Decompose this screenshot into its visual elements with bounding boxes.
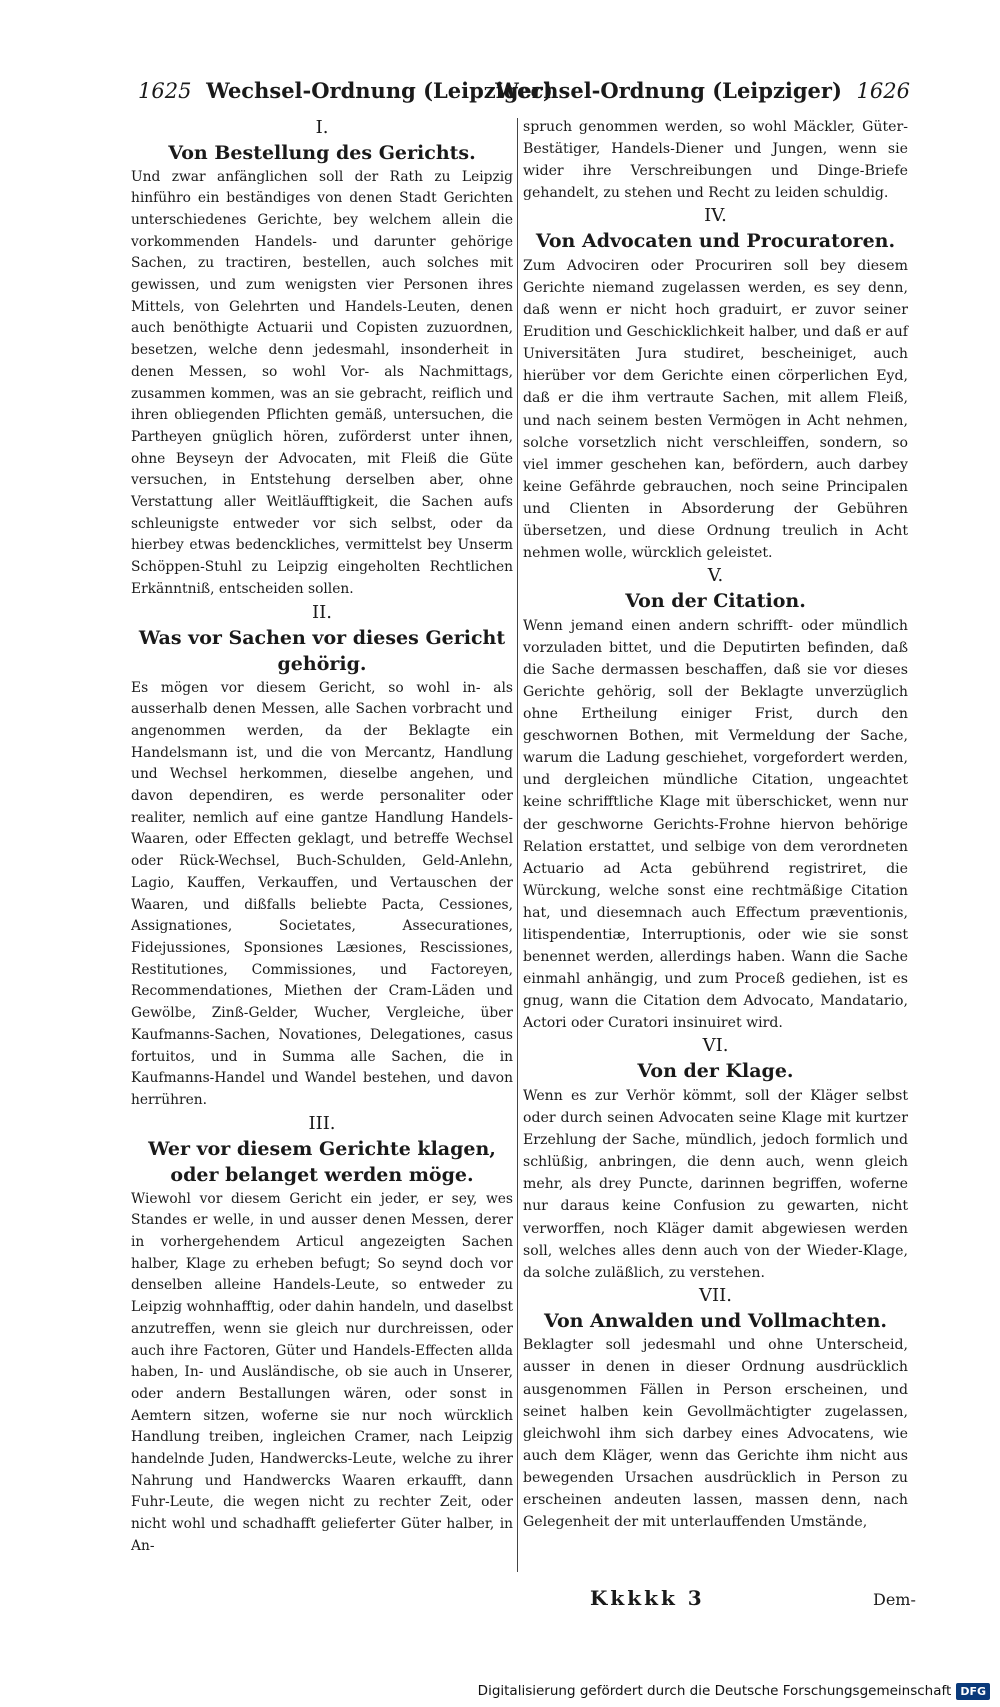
section-number: VII. bbox=[699, 1284, 732, 1306]
section-text: Wenn es zur Verhör kömmt, soll der Kläger selbst oder durch seinen Advocaten seine Klage mit kurtzer Erzehlung der Sache, mündlich, jedoch formlich und schlüßig, anbringen, die denn auch, wenn gleich mehr, als drey Puncte, darinnen begriffen, woferne nur daraus keine Confusion zu gewarten, nicht verworffen, noch Kläger damit abgewiesen werden soll, welches alles denn auch von der Wieder-Klage, da solche zuläßlich, zu verstehen. bbox=[523, 1087, 908, 1281]
section-title: Von der Klage. bbox=[637, 1060, 794, 1083]
section-title: Von Bestellung des Gerichts. bbox=[168, 142, 476, 164]
section-5 bbox=[523, 564, 908, 1034]
section-title: Von der Citation. bbox=[625, 590, 806, 613]
section-number: I. bbox=[315, 117, 329, 138]
section-number: III. bbox=[308, 1112, 336, 1134]
section-2 bbox=[131, 601, 513, 1112]
section-title: Was vor Sachen vor dieses Gericht gehörig. bbox=[138, 626, 506, 676]
section-3 bbox=[131, 1112, 513, 1558]
section-text: Wenn jemand einen andern schrifft- oder mündlich vorzuladen bittet, und die Deputirten befinden, daß die Sache dermassen beschaffen, daß sie vor dieses Gerichte gehörig, soll der Beklagte unverzüglich ohne Ertheilung einiger Frist, durch den geschwornen Bothen, mit Vermeldung der Sache, warum die Ladung geschiehet, vorgefordert werden, und dergleichen mündliche Citation, ungeachtet keine schrifftliche Klage mit überschicket, wenn nur der geschworne Gerichts-Frohne hiervon behörige Relation erstattet, und selbige von dem verordneten Actuario ad Acta gebührend registriret, die Würckung, welche sonst eine rechtmäßige Citation hat, und diesemnach auch Effectum præventionis, litispendentiæ, Interruptionis, oder wie sie sonst benennet werden, allerdings haben. Wann die Sache einmahl anhängig, und zum Proceß gediehen, ist es gnug, wann die Citation dem Advocato, Mandatario, Actori oder Curatori insinuiret wird. bbox=[523, 617, 908, 1032]
section-number: II. bbox=[312, 601, 332, 623]
page-number-right: 1626 bbox=[856, 79, 910, 103]
section-text: Zum Advociren oder Procuriren soll bey diesem Gerichte niemand zugelassen werden, es sey denn, daß wenn er nicht hoch graduirt, er zuvor seiner Erudition und Geschicklichkeit halber, und daß er auf Universitäten Jura studiret, bescheiniget, auch hierüber vor dem Gerichte einen cörperlichen Eyd, daß er die ihm vertraute Sachen, mit allem Fleiß, und nach seinem besten Vermögen in Acht nehmen, solche vorsetzlich nicht verschleiffen, sondern, so viel immer geschehen kan, befördern, auch darbey keine Gefährde gebrauchen, noch seine Principalen und Clienten in Absorderung der Gebühren übersetzen, und diese Ordnung treulich in Acht nehmen wolle, würcklich geleistet. bbox=[523, 257, 908, 562]
section-text: Es mögen vor diesem Gericht, so wohl in- als ausserhalb denen Messen, alle Sachen vorbracht und angenommen werden, da der Beklagte ein Handelsmann ist, und die von Mercantz, Handlung und Wechsel herkommen, dieselbe angehen, und davon dependiren, es werde personaliter oder realiter, nemlich auf eine gantze Handlung Handels-Waaren, oder Effecten geklagt, und betreffe Wechsel oder Rück-Wechsel, Buch-Schulden, Geld-Anlehn, Lagio, Kauffen, Verkauffen, und Vertauschen der Waaren, und dißfalls beliebte Pacta, Cessiones, Assignationes, Societates, Assecurationes, Fidejussiones, Sponsiones Læsiones, Rescissiones, Restitutiones, Commissiones, und Factoreyen, Recommendationes, Miethen der Cram-Läden und Gewölbe, Zinß-Gelder, Wucher, Vergleiche, über Kaufmanns-Sachen, Novationes, Delegationes, casus fortuitos, und in Summa alle Sachen, die in Kaufmanns-Handel und Wandel bestehen, und davon herrühren. bbox=[131, 679, 513, 1108]
footer-credit: Digitalisierung gefördert durch die Deutsche Forschungsgemeinschaft bbox=[477, 1683, 952, 1699]
page-header bbox=[138, 78, 910, 112]
continuation-text: spruch genommen werden, so wohl Mäckler, Güter-Bestätiger, Handels-Diener und Jungen, wenn sie wider ihre Verschreibungen und Dinge-Briefe gehandelt, zu stehen und Recht zu leiden schuldig. bbox=[523, 119, 908, 202]
column-divider bbox=[517, 118, 518, 1572]
section-1 bbox=[131, 116, 513, 601]
running-head-left bbox=[138, 78, 553, 103]
digitization-footer bbox=[478, 1681, 990, 1701]
right-column bbox=[523, 116, 908, 1533]
section-text: Wiewohl vor diesem Gericht ein jeder, er sey, wes Standes er welle, in und ausser denen Messen, derer in vorhergehendem Articul angezeigten Sachen halber, Klage zu erheben befugt; So seynd doch vor denselben alleine Handels-Leute, so entweder zu Leipzig wohnhafftig, oder dahin handeln, und daselbst anzutreffen, wenn sie gleich nur durchreissen, oder auch ihre Factoren, Güter und Handels-Effecten allda haben, In- und Ausländische, ob sie auch in Unserer, oder andern Bestallungen wären, oder sonst in Aemtern sitzen, woferne sie nur noch würcklich Handlung treiben, ingleichen Cramer, nach Leipzig handelnde Juden, Handwercks-Leute, welche zu ihrer Nahrung und Handwercks Waaren erkaufft, dann Fuhr-Leute, die wegen nicht zu rechter Zeit, oder nicht wohl und schadhafft gelieferter Güter halber, in An- bbox=[131, 1190, 513, 1554]
section-text: Und zwar anfänglichen soll der Rath zu Leipzig hinführo ein beständiges von denen Stadt Gerichten unterschiedenes Gerichte, bey welchem allein die vorkommenden Handels- und darunter gehörige Sachen, zu tractiren, bestellen, auch solches mit gewissen, und zum wenigsten vier Personen ihres Mittels, von Gelehrten und Handels-Leuten, denen auch benöthigte Actuarii und Copisten zuzuordnen, besetzen, welche denn jedesmahl, insonderheit in denen Messen, so wohl Vor- als Nachmittags, zusammen kommen, was an sie gebracht, reiflich und ihren obliegenden Pflichten gemäß, untersuchen, die Partheyen gnüglich hören, zuförderst unter ihnen, ohne Beyseyn der Advocaten, mit Fleiß die Güte versuchen, in Entstehung derselben aber, ohne Verstattung aller Weitläufftigkeit, die Sachen aufs schleunigste entweder vor sich selbst, oder da hierbey etwas bedenckliches, vermittelst bey Unserm Schöppen-Stuhl zu Leipzig eingeholten Rechtlichen Erkänntniß, entscheiden sollen. bbox=[131, 168, 513, 597]
running-head-right bbox=[495, 78, 910, 103]
section-number: IV. bbox=[704, 205, 727, 227]
dfg-logo: DFG bbox=[956, 1683, 990, 1700]
section-title: Wer vor diesem Gerichte klagen, oder belanget werden möge. bbox=[148, 1137, 496, 1187]
section-4 bbox=[523, 204, 908, 564]
section-7 bbox=[523, 1284, 908, 1533]
signature-mark: Kkkkk 3 bbox=[590, 1586, 705, 1610]
running-title-left: Wechsel-Ordnung (Leipziger) bbox=[206, 78, 553, 103]
section-number: VI. bbox=[702, 1035, 729, 1057]
section-title: Von Anwalden und Vollmachten. bbox=[543, 1309, 888, 1332]
left-column bbox=[131, 116, 513, 1558]
section-number: V. bbox=[707, 565, 724, 587]
catchword: Dem- bbox=[873, 1590, 916, 1609]
section-6 bbox=[523, 1034, 908, 1283]
section-title: Von Advocaten und Procuratoren. bbox=[535, 230, 896, 253]
running-title-right: Wechsel-Ordnung (Leipziger) bbox=[495, 78, 842, 103]
section-text: Beklagter soll jedesmahl und ohne Unterscheid, ausser in denen in dieser Ordnung ausdrücklich ausgenommen Fällen in Person erscheinen, und seinet halben kein Gevollmächtigter zugelassen, gleichwohl ihm sich darbey eines Advocatens, wie auch dem Kläger, wenn das Gerichte ihm nicht aus bewegenden Ursachen ausdrücklich in Person zu erscheinen andeuten lassen, massen denn, nach Gelegenheit der mit unterlauffenden Umstände, bbox=[523, 1337, 908, 1531]
page-number-left: 1625 bbox=[138, 79, 192, 103]
